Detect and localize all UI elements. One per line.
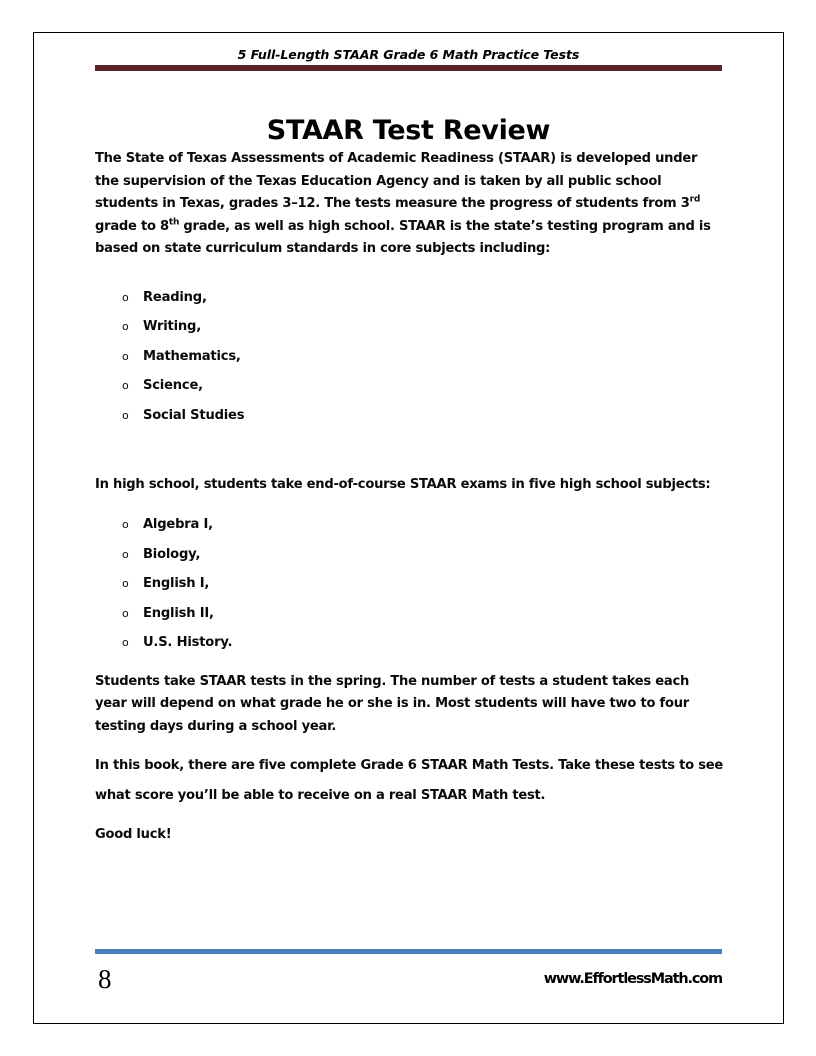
closing-paragraph: Good luck! xyxy=(95,827,172,843)
intro-text-part-3: grade, as well as high school. STAAR is the state’s testing program and is based on state curriculum standards in core subjects including: xyxy=(95,218,711,257)
spacer xyxy=(95,738,723,751)
list-item-label: Biology, xyxy=(143,546,201,562)
list-item-label: Reading, xyxy=(143,289,207,305)
running-header xyxy=(95,46,722,64)
core-subjects-list xyxy=(95,283,723,431)
bullet-circle-icon: o xyxy=(122,547,129,561)
list-item-label: English I, xyxy=(143,576,210,592)
spacer xyxy=(95,497,723,510)
header-rule xyxy=(95,65,722,71)
bullet-circle-icon: o xyxy=(122,290,129,304)
book-paragraph: In this book, there are five complete Grade 6 STAAR Math Tests. Take these tests to see what score you’ll be able to receive on a real STAAR Math test. xyxy=(95,758,723,804)
document-content xyxy=(95,148,723,847)
intro-superscript-rd: rd xyxy=(689,194,701,205)
spring-paragraph: Students take STAAR tests in the spring. The number of tests a student takes each year will depend on what grade he or she is in. Most students will have two to four testing days during a school year. xyxy=(95,673,690,734)
intro-superscript-th: th xyxy=(168,217,180,228)
bullet-circle-icon: o xyxy=(122,636,129,650)
spacer xyxy=(95,811,723,824)
list-item xyxy=(95,510,723,540)
running-header-text: 5 Full-Length STAAR Grade 6 Math Practice Tests xyxy=(237,47,580,62)
page-number: 8 xyxy=(98,964,112,994)
highschool-subjects-list xyxy=(95,510,723,658)
list-item-label: English II, xyxy=(143,605,214,621)
bullet-circle-icon: o xyxy=(122,379,129,393)
list-item xyxy=(95,599,723,629)
intro-text-part-2: grade to 8 xyxy=(95,218,169,234)
footer-rule xyxy=(95,949,722,954)
list-item-label: Mathematics, xyxy=(143,348,241,364)
spacer xyxy=(95,261,723,283)
list-item-label: Science, xyxy=(143,378,203,394)
highschool-intro-paragraph: In high school, students take end-of-course STAAR exams in five high school subjects: xyxy=(95,477,711,493)
list-item xyxy=(95,342,723,372)
footer-website-url: www.EffortlessMath.com xyxy=(543,971,722,987)
list-item-label: Algebra I, xyxy=(143,517,213,533)
bullet-circle-icon: o xyxy=(122,349,129,363)
page-title: STAAR Test Review xyxy=(266,115,551,147)
list-item xyxy=(95,569,723,599)
list-item-label: Writing, xyxy=(143,319,201,335)
list-item-label: U.S. History. xyxy=(143,635,233,651)
spacer xyxy=(95,430,723,474)
bullet-circle-icon: o xyxy=(122,320,129,334)
bullet-circle-icon: o xyxy=(122,577,129,591)
list-item-label: Social Studies xyxy=(143,407,245,423)
bullet-circle-icon: o xyxy=(122,408,129,422)
intro-text-part-1: The State of Texas Assessments of Academic Readiness (STAAR) is developed under the supervision of the Texas Education Agency and is taken by all public school students in Texas, grades 3–12. The tests measure the progress of students from 3 xyxy=(95,151,698,212)
bullet-circle-icon: o xyxy=(122,606,129,620)
list-item xyxy=(95,371,723,401)
list-item xyxy=(95,540,723,570)
spacer xyxy=(95,658,723,671)
list-item xyxy=(95,628,723,658)
intro-paragraph xyxy=(95,148,723,261)
bullet-circle-icon: o xyxy=(122,518,129,532)
list-item xyxy=(95,283,723,313)
list-item xyxy=(95,312,723,342)
list-item xyxy=(95,401,723,431)
